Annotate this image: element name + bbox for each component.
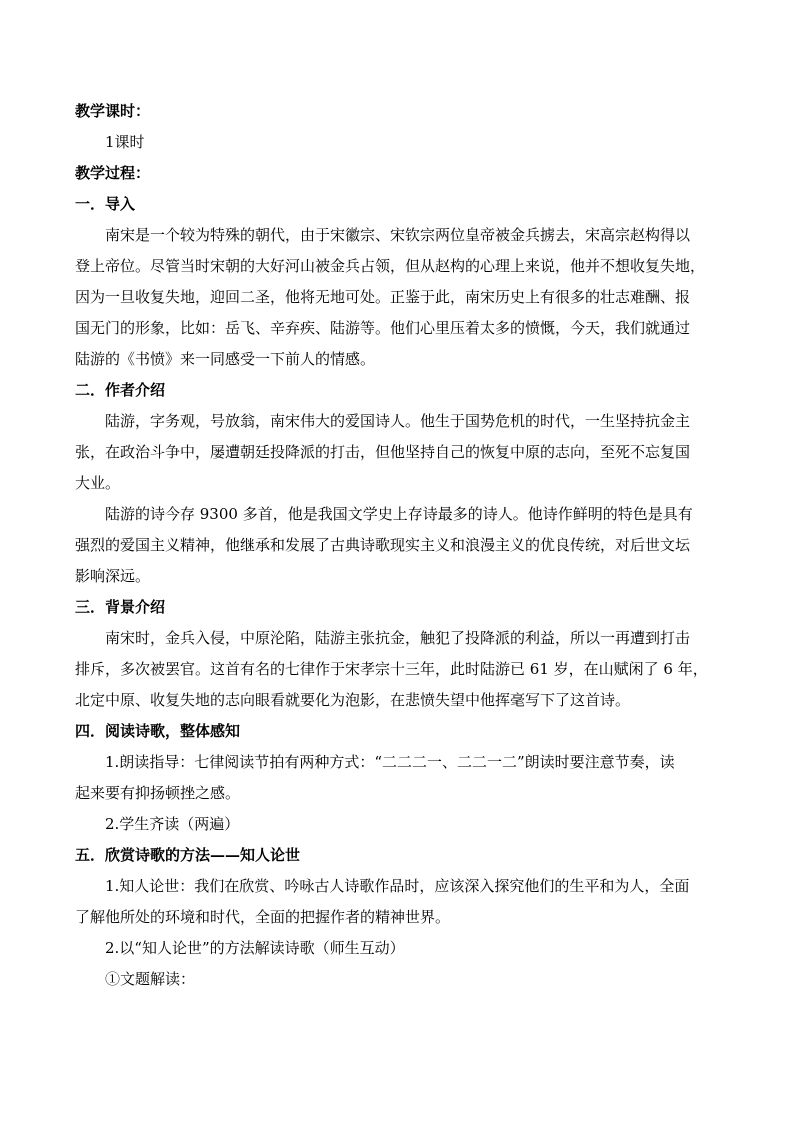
text-line: 1.知人论世：我们在欣赏、吟咏古人诗歌作品时，应该深入探究他们的生平和为人，全面 — [105, 877, 690, 895]
text-line: 北定中原、收复失地的志向眼看就要化为泡影，在悲愤失望中他挥毫写下了这首诗。 — [75, 691, 631, 709]
text-line: 大业。 — [75, 474, 121, 492]
text-line: 登上帝位。尽管当时宋朝的大好河山被金兵占领，但从赵构的心理上来说，他并不想收复失地， — [75, 257, 706, 275]
section-heading-reading: 四．阅读诗歌，整体感知 — [75, 722, 241, 740]
lesson-hours-value: 1课时 — [105, 133, 145, 151]
text-line: 强烈的爱国主义精神，他继承和发展了古典诗歌现实主义和浪漫主义的优良传统，对后世文坛 — [75, 536, 691, 554]
text-line: 陆游的《书愤》来一同感受一下前人的情感。 — [75, 350, 376, 368]
section-heading-intro: 一．导入 — [75, 195, 136, 213]
text-line: 起来要有抑扬顿挫之感。 — [75, 784, 241, 802]
text-line: 南宋时，金兵入侵，中原沦陷，陆游主张抗金，触犯了投降派的利益，所以一再遭到打击 — [105, 629, 691, 647]
text-line: 了解他所处的环境和时代，全面的把握作者的精神世界。 — [75, 908, 451, 926]
text-line: 张，在政治斗争中，屡遭朝廷投降派的打击，但他坚持自己的恢复中原的志向，至死不忘复国 — [75, 443, 691, 461]
paragraph-group-reading: 2.学生齐读（两遍） — [105, 815, 240, 833]
paragraph-title-analysis: ①文题解读： — [105, 970, 196, 988]
lesson-hours-heading: 教学课时： — [75, 102, 151, 120]
text-line: 陆游，字务观，号放翁，南宋伟大的爱国诗人。他生于国势危机的时代，一生坚持抗金主 — [105, 412, 691, 430]
process-heading: 教学过程： — [75, 164, 151, 182]
text-line: 国无门的形象，比如：岳飞、辛弃疾、陆游等。他们心里压着太多的愤慨，今天，我们就通过 — [75, 319, 691, 337]
text-line: 南宋是一个较为特殊的朝代，由于宋徽宗、宋钦宗两位皇帝被金兵掳去，宋高宗赵构得以 — [105, 226, 691, 244]
section-heading-author: 二．作者介绍 — [75, 381, 166, 399]
paragraph-background — [75, 623, 725, 716]
paragraph-author-bio — [75, 406, 725, 499]
paragraph-reading-guide — [75, 747, 725, 809]
paragraph-author-works — [75, 499, 725, 592]
text-line: 影响深远。 — [75, 567, 151, 585]
paragraph-interaction: 2.以“知人论世”的方法解读诗歌（师生互动） — [105, 939, 405, 957]
text-line: 因为一旦收复失地，迎回二圣，他将无地可处。正鉴于此，南宋历史上有很多的壮志难酬、报 — [75, 288, 691, 306]
section-heading-method: 五．欣赏诗歌的方法——知人论世 — [75, 846, 301, 864]
document-page — [75, 96, 725, 995]
text-line: 陆游的诗今存 9300 多首，他是我国文学史上存诗最多的诗人。他诗作鲜明的特色是具有 — [105, 505, 693, 523]
section-heading-background: 三．背景介绍 — [75, 598, 166, 616]
paragraph-method — [75, 871, 725, 933]
paragraph-intro — [75, 220, 725, 375]
text-line: 排斥，多次被罢官。这首有名的七律作于宋孝宗十三年，此时陆游已 61 岁，在山赋闲了 6 年， — [75, 660, 708, 678]
text-line: 1.朗读指导：七律阅读节拍有两种方式：“二二二一、二二一二”朗读时要注意节奏，读 — [105, 753, 675, 771]
